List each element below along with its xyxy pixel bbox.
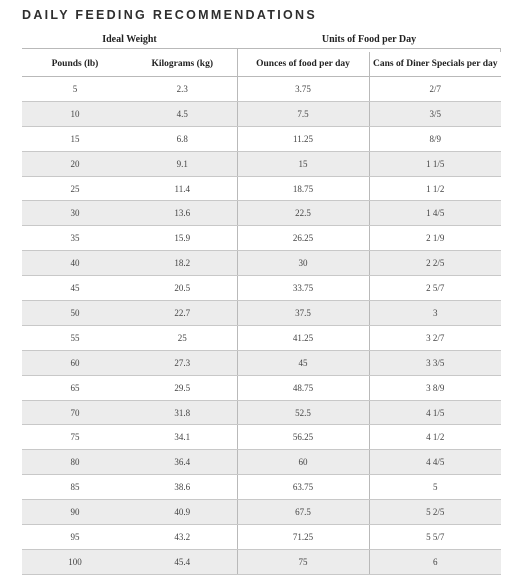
kilograms-cell: 34.1 [128, 425, 237, 450]
cans-cell: 3 3/5 [369, 350, 501, 375]
ounces-cell: 75 [237, 549, 369, 574]
pounds-cell: 50 [22, 301, 128, 326]
ounces-cell: 52.5 [237, 400, 369, 425]
pounds-cell: 5 [22, 77, 128, 102]
ideal-weight-rule [22, 48, 237, 49]
pounds-cell: 20 [22, 151, 128, 176]
kilograms-cell: 2.3 [128, 77, 237, 102]
pounds-cell: 40 [22, 251, 128, 276]
table-row [22, 301, 501, 326]
kilograms-cell: 31.8 [128, 400, 237, 425]
pounds-cell: 90 [22, 500, 128, 525]
cans-cell: 2 1/9 [369, 226, 501, 251]
pounds-cell: 30 [22, 201, 128, 226]
table-row [22, 475, 501, 500]
kilograms-cell: 13.6 [128, 201, 237, 226]
table-row [22, 500, 501, 525]
pounds-cell: 60 [22, 350, 128, 375]
pounds-cell: 70 [22, 400, 128, 425]
table-row [22, 325, 501, 350]
kilograms-cell: 6.8 [128, 126, 237, 151]
ounces-cell: 45 [237, 350, 369, 375]
table-row [22, 375, 501, 400]
cans-cell: 6 [369, 549, 501, 574]
table-body [22, 77, 501, 575]
pounds-cell: 25 [22, 176, 128, 201]
ounces-cell: 18.75 [237, 176, 369, 201]
ounces-cell: 41.25 [237, 325, 369, 350]
table-row [22, 151, 501, 176]
cans-cell: 2 5/7 [369, 276, 501, 301]
table-row [22, 549, 501, 574]
kilograms-cell: 18.2 [128, 251, 237, 276]
page-title: DAILY FEEDING RECOMMENDATIONS [22, 8, 317, 22]
ounces-cell: 63.75 [237, 475, 369, 500]
table-row [22, 201, 501, 226]
ounces-cell: 30 [237, 251, 369, 276]
cans-cell: 4 1/5 [369, 400, 501, 425]
pounds-cell: 15 [22, 126, 128, 151]
table-row [22, 176, 501, 201]
cans-cell: 2/7 [369, 77, 501, 102]
table-row [22, 450, 501, 475]
ounces-cell: 15 [237, 151, 369, 176]
cans-cell: 3 2/7 [369, 325, 501, 350]
table-row [22, 251, 501, 276]
cans-cell: 4 1/2 [369, 425, 501, 450]
pounds-cell: 55 [22, 325, 128, 350]
pounds-cell: 75 [22, 425, 128, 450]
column-header-kilograms: Kilograms (kg) [128, 52, 237, 77]
pounds-cell: 45 [22, 276, 128, 301]
kilograms-cell: 4.5 [128, 101, 237, 126]
kilograms-cell: 38.6 [128, 475, 237, 500]
pounds-cell: 80 [22, 450, 128, 475]
ideal-weight-group-header: Ideal Weight [102, 34, 157, 45]
column-header-ounces: Ounces of food per day [237, 52, 369, 77]
kilograms-cell: 9.1 [128, 151, 237, 176]
kilograms-cell: 20.5 [128, 276, 237, 301]
cans-cell: 8/9 [369, 126, 501, 151]
ounces-cell: 60 [237, 450, 369, 475]
cans-cell: 2 2/5 [369, 251, 501, 276]
cans-cell: 3/5 [369, 101, 501, 126]
kilograms-cell: 15.9 [128, 226, 237, 251]
cans-cell: 1 4/5 [369, 201, 501, 226]
kilograms-cell: 29.5 [128, 375, 237, 400]
column-header-row [22, 52, 501, 77]
table-row [22, 276, 501, 301]
units-of-food-group-header: Units of Food per Day [321, 34, 417, 45]
table-row [22, 400, 501, 425]
ounces-cell: 22.5 [237, 201, 369, 226]
pounds-cell: 100 [22, 549, 128, 574]
kilograms-cell: 36.4 [128, 450, 237, 475]
ounces-cell: 11.25 [237, 126, 369, 151]
pounds-cell: 85 [22, 475, 128, 500]
kilograms-cell: 27.3 [128, 350, 237, 375]
ounces-cell: 37.5 [237, 301, 369, 326]
cans-cell: 4 4/5 [369, 450, 501, 475]
ounces-cell: 7.5 [237, 101, 369, 126]
table-row [22, 425, 501, 450]
table-row [22, 77, 501, 102]
table-row [22, 525, 501, 550]
table-row [22, 126, 501, 151]
feeding-table [22, 52, 501, 575]
kilograms-cell: 40.9 [128, 500, 237, 525]
cans-cell: 5 5/7 [369, 525, 501, 550]
pounds-cell: 35 [22, 226, 128, 251]
kilograms-cell: 22.7 [128, 301, 237, 326]
ounces-cell: 48.75 [237, 375, 369, 400]
kilograms-cell: 11.4 [128, 176, 237, 201]
kilograms-cell: 43.2 [128, 525, 237, 550]
column-header-pounds: Pounds (lb) [22, 52, 128, 77]
pounds-cell: 65 [22, 375, 128, 400]
cans-cell: 5 2/5 [369, 500, 501, 525]
kilograms-cell: 45.4 [128, 549, 237, 574]
cans-cell: 3 [369, 301, 501, 326]
pounds-cell: 10 [22, 101, 128, 126]
units-rule [237, 48, 501, 49]
kilograms-cell: 25 [128, 325, 237, 350]
cans-cell: 3 8/9 [369, 375, 501, 400]
table-row [22, 226, 501, 251]
cans-cell: 1 1/2 [369, 176, 501, 201]
cans-cell: 1 1/5 [369, 151, 501, 176]
ounces-cell: 33.75 [237, 276, 369, 301]
cans-cell: 5 [369, 475, 501, 500]
ounces-cell: 67.5 [237, 500, 369, 525]
ounces-cell: 71.25 [237, 525, 369, 550]
table-row [22, 101, 501, 126]
column-header-cans: Cans of Diner Specials per day [369, 52, 501, 77]
ounces-cell: 56.25 [237, 425, 369, 450]
pounds-cell: 95 [22, 525, 128, 550]
table-row [22, 350, 501, 375]
ounces-cell: 26.25 [237, 226, 369, 251]
ounces-cell: 3.75 [237, 77, 369, 102]
